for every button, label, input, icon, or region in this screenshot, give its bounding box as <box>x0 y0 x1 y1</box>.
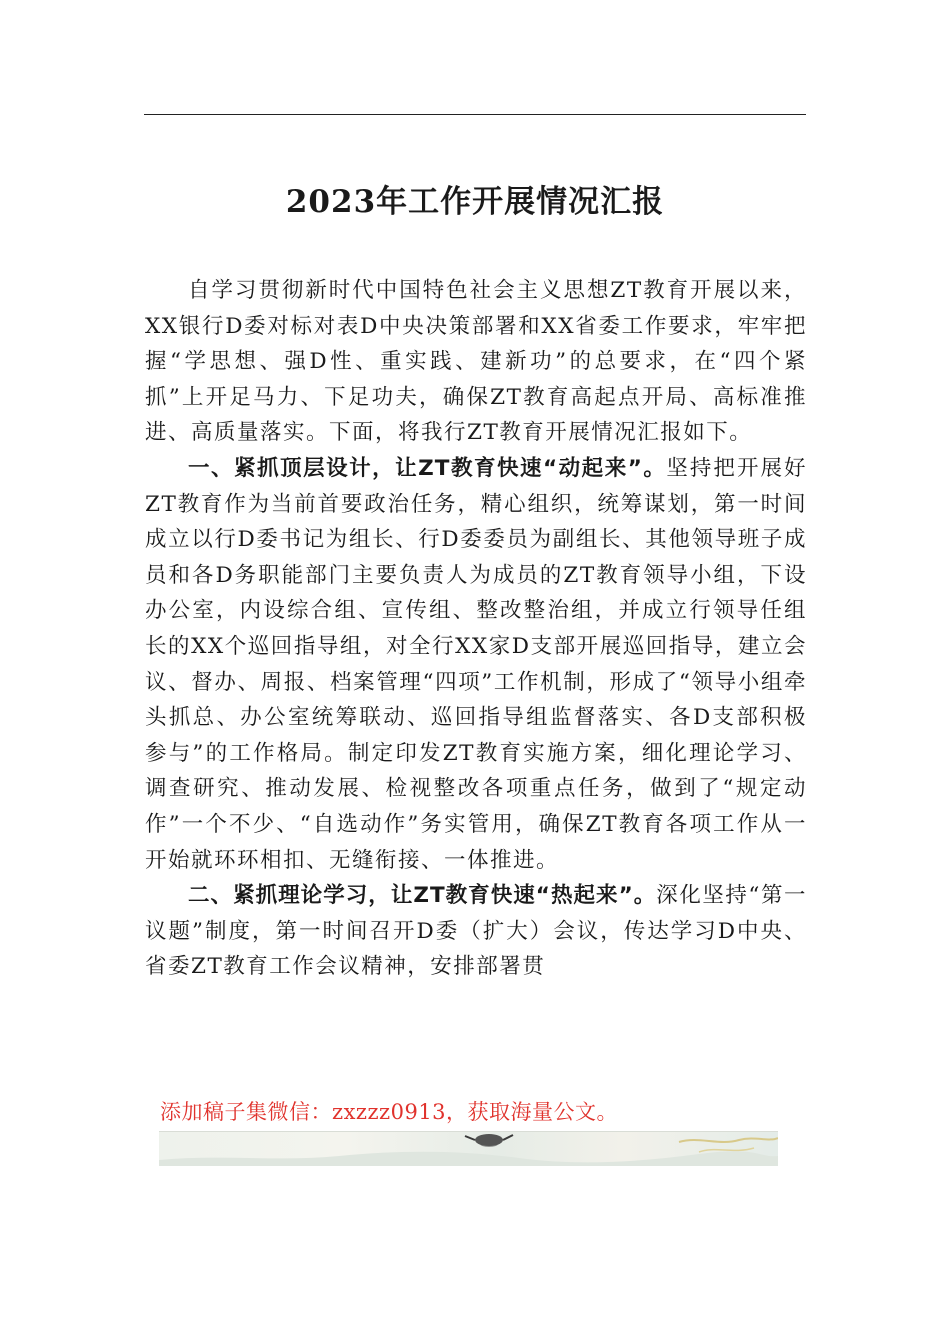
header-rule <box>144 114 806 115</box>
section-one-paragraph <box>145 451 807 878</box>
footer-promo-note: 添加稿子集微信：zxzzz0913，获取海量公文。 <box>160 1100 619 1124</box>
intro-paragraph-text: 自学习贯彻新时代中国特色社会主义思想ZT教育开展以来，XX银行D委对标对表D中央决策部署和XX省委工作要求，牢牢把握“学思想、强D性、重实践、建新功”的总要求，在“四个紧抓”上开足马力、下足功夫，确保ZT教育高起点开局、高标准推进、高质量落实。下面，将我行ZT教育开展情况汇报如下。 <box>145 278 807 446</box>
section-two-paragraph <box>145 878 807 985</box>
footer-decorative-banner <box>159 1131 778 1166</box>
section-one-heading: 一、紧抓顶层设计，让ZT教育快速“动起来”。 <box>188 455 667 481</box>
section-one-text: 坚持把开展好ZT教育作为当前首要政治任务，精心组织，统筹谋划，第一时间成立以行D委书记为组长、行D委委员为副组长、其他领导班子成员和各D务职能部门主要负责人为成员的ZT教育领导小组，下设办公室，内设综合组、宣传组、整改整治组，并成立行领导任组长的XX个巡回指导组，对全行XX家D支部开展巡回指导，建立会议、督办、周报、档案管理“四项”工作机制，形成了“领导小组牵头抓总、办公室统筹联动、巡回指导组监督落实、各D支部积极参与”的工作格局。制定印发ZT教育实施方案，细化理论学习、调查研究、推动发展、检视整改各项重点任务，做到了“规定动作”一个不少、“自选动作”务实管用，确保ZT教育各项工作从一开始就环环相扣、无缝衔接、一体推进。 <box>145 455 807 873</box>
document-title: 2023年工作开展情况汇报 <box>285 184 665 220</box>
document-body <box>145 273 807 985</box>
section-two-text: 深化坚持“第一议题”制度，第一时间召开D委（扩大）会议，传达学习D中央、省委ZT教育工作会议精神，安排部署贯 <box>145 883 807 980</box>
section-two-heading: 二、紧抓理论学习，让ZT教育快速“热起来”。 <box>188 883 657 909</box>
ink-landscape-illustration <box>159 1132 778 1166</box>
intro-paragraph <box>145 273 807 451</box>
